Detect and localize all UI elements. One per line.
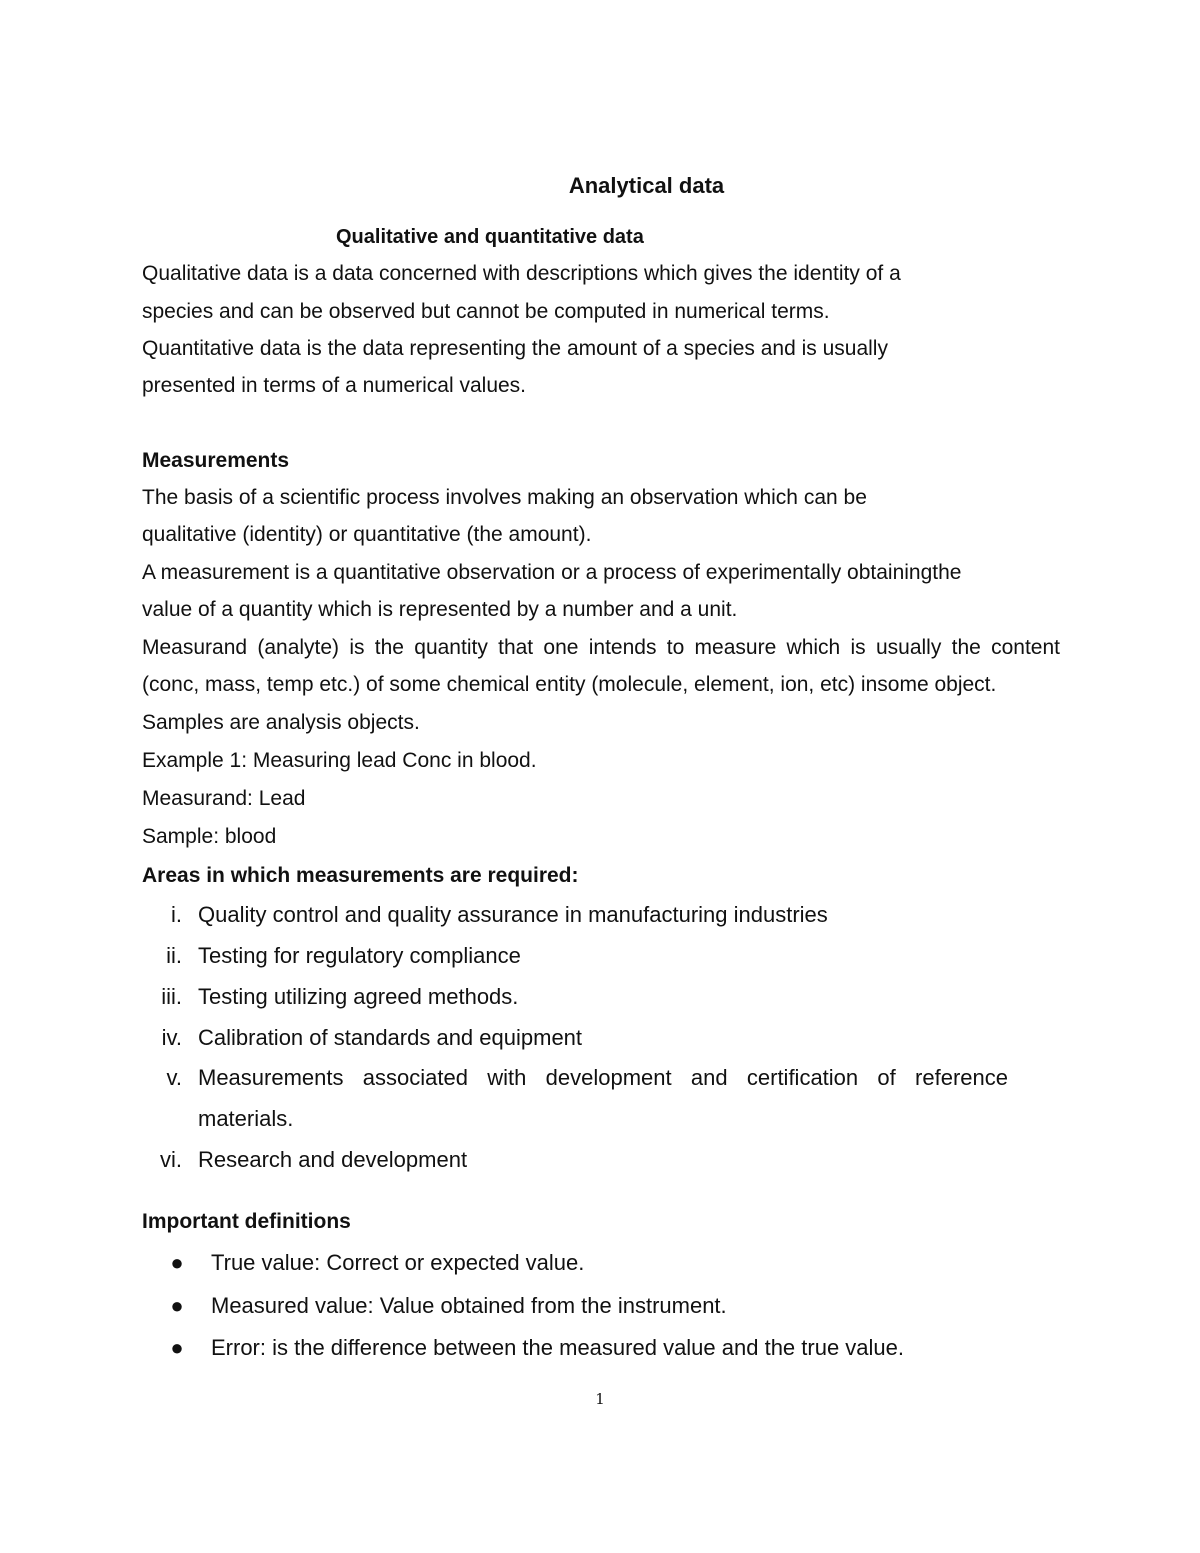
measurements-heading: Measurements <box>142 449 290 472</box>
list-number: v. <box>166 1065 182 1090</box>
measurements-line: Example 1: Measuring lead Conc in blood. <box>142 749 537 772</box>
measurements-line: Samples are analysis objects. <box>142 711 420 734</box>
bullet-icon: ● <box>170 1335 184 1360</box>
list-number: i. <box>171 902 182 927</box>
section-subtitle: Qualitative and quantitative data <box>336 226 644 248</box>
list-number: iv. <box>161 1025 182 1050</box>
list-text: Testing for regulatory compliance <box>198 943 521 968</box>
list-number: ii. <box>166 943 182 968</box>
list-number: vi. <box>160 1147 182 1172</box>
measurements-line: (conc, mass, temp etc.) of some chemical entity (molecule, element, ion, etc) insome object. <box>142 673 997 696</box>
measurements-line: Measurand (analyte) is the quantity that one intends to measure which is usually the content <box>142 636 1060 659</box>
list-text: True value: Correct or expected value. <box>211 1250 585 1275</box>
measurements-line: qualitative (identity) or quantitative (the amount). <box>142 523 592 546</box>
areas-heading: Areas in which measurements are required: <box>142 864 579 887</box>
list-text: Error: is the difference between the measured value and the true value. <box>211 1335 905 1360</box>
intro-line: presented in terms of a numerical values. <box>142 374 527 397</box>
bullet-icon: ● <box>170 1293 184 1318</box>
measurements-line: value of a quantity which is represented by a number and a unit. <box>142 598 738 621</box>
bullet-icon: ● <box>170 1250 184 1275</box>
page-number: 1 <box>595 1390 605 1408</box>
intro-line: Qualitative data is a data concerned with descriptions which gives the identity of a <box>142 262 901 285</box>
measurements-line: Sample: blood <box>142 825 277 848</box>
list-text: Research and development <box>198 1147 468 1172</box>
measurements-line: The basis of a scientific process involves making an observation which can be <box>142 486 867 509</box>
list-text: Testing utilizing agreed methods. <box>198 984 519 1009</box>
intro-line: species and can be observed but cannot be computed in numerical terms. <box>142 300 830 323</box>
list-text: Measured value: Value obtained from the instrument. <box>211 1293 727 1318</box>
list-text: Calibration of standards and equipment <box>198 1025 583 1050</box>
measurements-line: A measurement is a quantitative observation or a process of experimentally obtainingthe <box>142 561 962 584</box>
definitions-heading: Important definitions <box>142 1210 351 1233</box>
page-title: Analytical data <box>568 173 725 198</box>
intro-line: Quantitative data is the data representing the amount of a species and is usually <box>142 337 888 360</box>
list-number: iii. <box>161 984 182 1009</box>
list-text: Measurements associated with development and certification of reference <box>198 1065 1008 1090</box>
measurements-line: Measurand: Lead <box>142 787 306 810</box>
list-text: materials. <box>198 1106 294 1131</box>
list-text: Quality control and quality assurance in manufacturing industries <box>198 902 828 927</box>
